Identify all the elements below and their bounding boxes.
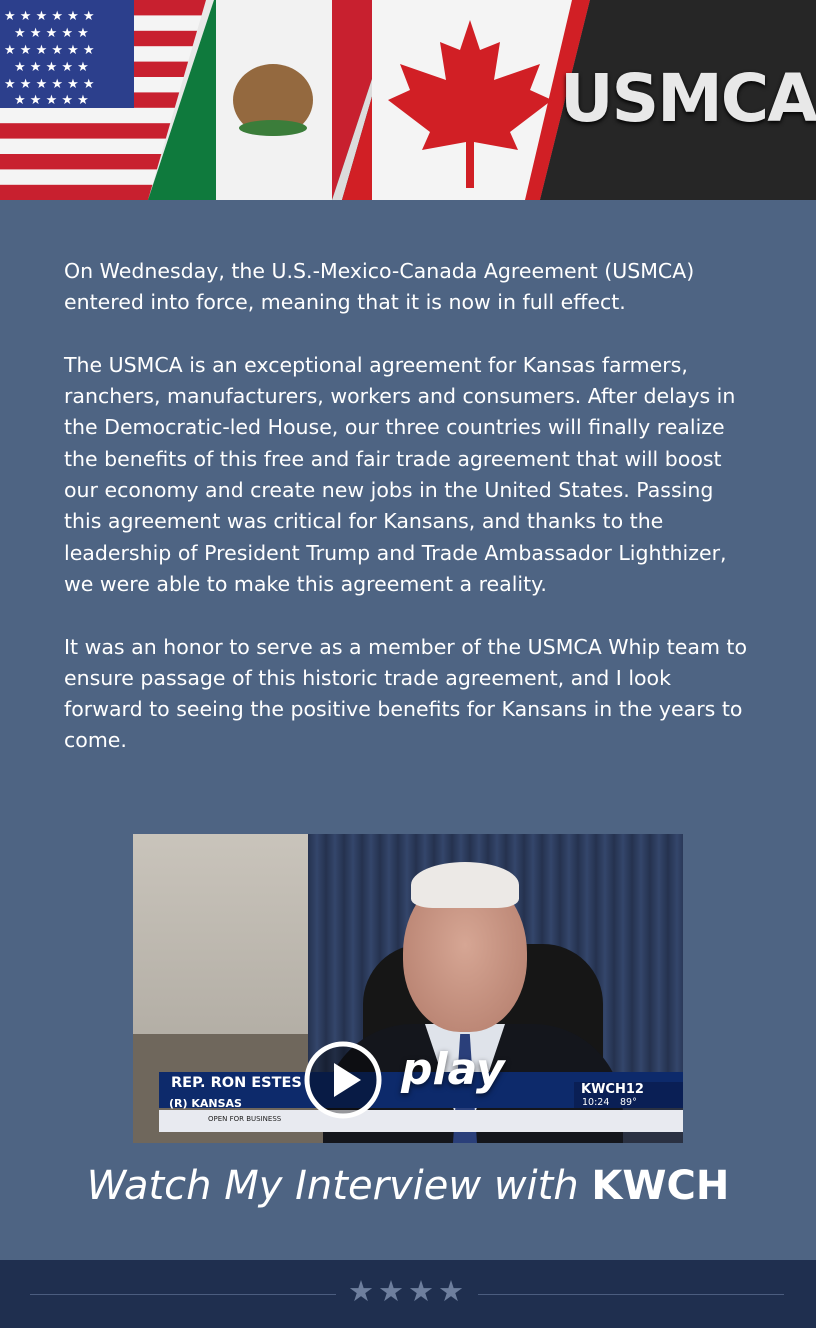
star-icons: ★★★★ xyxy=(348,1274,468,1308)
svg-text:★ ★ ★ ★ ★ ★: ★ ★ ★ ★ ★ ★ xyxy=(4,77,95,92)
caption-brand: KWCH xyxy=(591,1163,730,1209)
article-body xyxy=(64,256,754,788)
footer-divider-left xyxy=(30,1294,336,1295)
speaker-hair xyxy=(411,862,519,908)
lower-third-name: REP. RON ESTES xyxy=(171,1075,302,1091)
svg-text:★ ★ ★ ★ ★ ★: ★ ★ ★ ★ ★ ★ xyxy=(4,43,95,58)
footer-bar xyxy=(0,1260,816,1328)
video-thumbnail[interactable] xyxy=(133,834,683,1143)
play-circle-icon[interactable] xyxy=(303,1040,383,1120)
broadcast-time: 10:24 xyxy=(582,1097,610,1108)
lower-third-subtitle: (R) KANSAS xyxy=(169,1097,242,1110)
svg-text:★ ★ ★ ★ ★: ★ ★ ★ ★ ★ xyxy=(14,93,89,108)
usmca-banner xyxy=(0,0,816,200)
footer-divider-right xyxy=(478,1294,784,1295)
paragraph: The USMCA is an exceptional agreement for Kansas farmers, ranchers, manufacturers, workers and consumers. After delays in the Democratic-led House, our three countries will finally realize the benefits of this free and fair trade agreement that will boost our economy and create new jobs in the United States. Passing this agreement was critical for Kansans, and thanks to the leadership of President Trump and Trade Ambassador Lighthizer, we were able to make this agreement a reality. xyxy=(64,352,736,596)
broadcast-temperature: 89° xyxy=(620,1097,637,1108)
station-logo: KWCH12 xyxy=(581,1082,644,1097)
play-label[interactable]: play xyxy=(401,1044,505,1095)
ticker-text: OPEN FOR BUSINESS xyxy=(208,1115,282,1123)
svg-text:★ ★ ★ ★ ★: ★ ★ ★ ★ ★ xyxy=(14,60,89,75)
svg-text:★ ★ ★ ★ ★ ★: ★ ★ ★ ★ ★ ★ xyxy=(4,9,95,24)
svg-text:★ ★ ★ ★ ★: ★ ★ ★ ★ ★ xyxy=(14,26,89,41)
caption-text: Watch My Interview with xyxy=(86,1163,592,1209)
paragraph: It was an honor to serve as a member of the USMCA Whip team to ensure passage of this historic trade agreement, and I look forward to seeing the positive benefits for Kansans in the years to come. xyxy=(64,634,748,753)
banner-title: USMCA xyxy=(560,60,816,137)
video-caption[interactable] xyxy=(0,1163,816,1209)
paragraph: On Wednesday, the U.S.-Mexico-Canada Agreement (USMCA) entered into force, meaning that it is now in full effect. xyxy=(64,259,695,315)
